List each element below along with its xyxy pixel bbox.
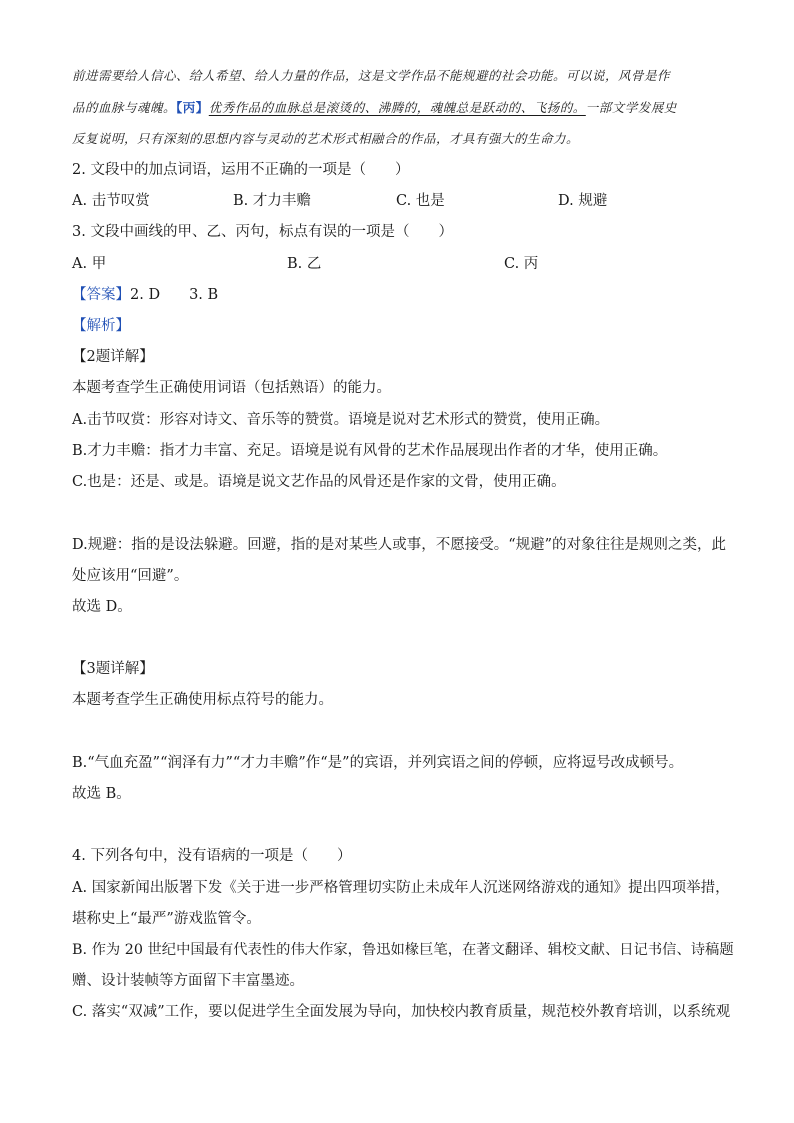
q3-detail-heading: 【3题详解】 [72,661,154,677]
answer-tag: 【答案】 [72,287,130,303]
question-3-stem: 3. 文段中画线的甲、乙、丙句，标点有误的一项是（ ） [72,224,453,240]
answer-line [72,285,218,305]
answer-text: 2. D 3. B [130,287,219,303]
analysis-tag: 【解析】 [72,318,130,334]
q2-option-c: C. 也是 [396,193,445,209]
q3-option-c: C. 丙 [504,256,539,272]
passage-line-2 [72,98,677,118]
q2-detail-line: 处应该用“回避”。 [72,568,189,584]
q2-detail-line: C.也是：还是、或是。语境是说文艺作品的风骨还是作家的文骨，使用正确。 [72,474,566,490]
q4-option-line: A. 国家新闻出版署下发《关于进一步严格管理切实防止未成年人沉迷网络游戏的通知》提出四项举措， [72,880,730,896]
q3-detail-line: 本题考查学生正确使用标点符号的能力。 [72,692,333,708]
q2-option-d: D. 规避 [558,193,608,209]
q3-option-b: B. 乙 [287,256,322,272]
q4-option-line: 赠、设计装帧等方面留下丰富墨迹。 [72,973,304,989]
q4-option-line: 堪称史上“最严”游戏监管令。 [72,911,261,927]
q4-option-line: B. 作为 20 世纪中国最有代表性的伟大作家，鲁迅如椽巨笔，在著文翻译、辑校文献、日记书信、诗稿题 [72,942,734,958]
q2-detail-line: 故选 D。 [72,599,132,615]
q4-option-line: C. 落实“双减”工作，要以促进学生全面发展为导向，加快校内教育质量，规范校外教育培训，以系统观 [72,1004,731,1020]
passage-line-3: 反复说明，只有深刻的思想内容与灵动的艺术形式相融合的作品，才具有强大的生命力。 [72,131,580,146]
q2-option-b: B. 才力丰赡 [233,193,311,209]
q3-detail-line: 故选 B。 [72,786,131,802]
question-2-stem: 2. 文段中的加点词语，运用不正确的一项是（ ） [72,162,410,178]
question-4-stem: 4. 下列各句中，没有语病的一项是（ ） [72,848,352,864]
q2-option-a: A. 击节叹赏 [72,193,150,209]
passage-underlined-sentence-bing: 优秀作品的血脉总是滚烫的、沸腾的，魂魄总是跃动的、飞扬的。 [208,100,586,115]
passage-bing-tag: 【丙】 [176,100,209,115]
q2-detail-line: B.才力丰赡：指才力丰富、充足。语境是说有风骨的艺术作品展现出作者的才华，使用正确。 [72,443,668,459]
q2-detail-heading: 【2题详解】 [72,349,154,365]
q2-detail-line: A.击节叹赏：形容对诗文、音乐等的赞赏。语境是说对艺术形式的赞赏，使用正确。 [72,412,610,428]
passage-line-2-end: 一部文学发展史 [585,100,677,115]
q2-detail-line: 本题考查学生正确使用词语（包括熟语）的能力。 [72,380,391,396]
passage-line-1: 前进需要给人信心、给人希望、给人力量的作品，这是文学作品不能规避的社会功能。可以说，风骨是作 [72,68,671,83]
passage-line-2-start: 品的血脉与魂魄。 [72,100,177,115]
q2-detail-line: D.规避：指的是设法躲避。回避，指的是对某些人或事，不愿接受。“规避”的对象往往是规则之类，此 [72,537,727,553]
q3-detail-line: B.“气血充盈”“润泽有力”“才力丰赡”作“是”的宾语，并列宾语之间的停顿，应将逗号改成顿号。 [72,755,684,771]
q3-option-a: A. 甲 [72,256,107,272]
